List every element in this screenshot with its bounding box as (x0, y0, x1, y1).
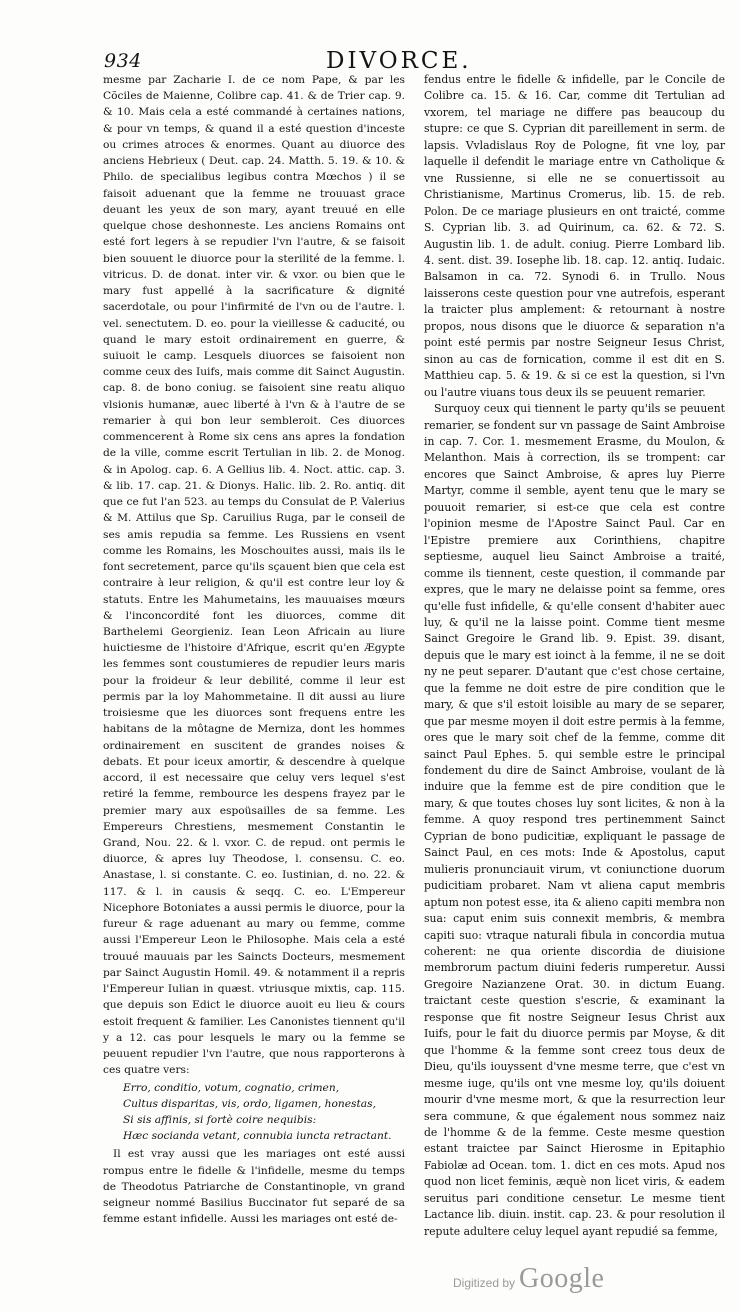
verse-line: Hæc socianda vetant, connubia iuncta retractant. (123, 1129, 392, 1143)
verse-block (123, 1080, 405, 1145)
page-number: 934 (104, 50, 142, 72)
paragraph: Il est vray aussi que les mariages ont esté aussi rompus entre le fidelle & l'infidelle, mesme du temps de Theodotus Patriarche de Constantinople, vn grand seigneur nommé Basilius Buccinator fut separé de sa femme estant infidelle. Aussi les mariages ont esté de- (103, 1147, 405, 1226)
paragraph: fendus entre le fidelle & infidelle, par le Concile de Colibre ca. 15. & 16. Car, comme dit Tertulian ad vxorem, tel mariage ne differe pas beaucoup du stupre: ce que S. Cyprian dit pareillement in serm. de lapsis. Vvladislaus Roy de Pologne, fit vne loy, par laquelle il defendit le mariage entre vn Catholique & vne Russienne, si elle ne se conuertissoit au Christianisme, Martinus Cromerus, lib. 15. de reb. Polon. De ce mariage plusieurs en ont traicté, comme S. Cyprian lib. 3. ad Quirinum, ca. 62. & 72. S. Augustin lib. 1. de adult. coniug. Pierre Lombard lib. 4. sent. dist. 39. Iosephe lib. 18. cap. 12. antiq. Iudaic. Balsamon in ca. 72. Synodi 6. in Trullo. Nous laisserons ceste question pour vne autrefois, esperant la traicter plus amplement: & retournant à nostre propos, nous disons que le diuorce & separation n'a point esté permis par nostre Seigneur Iesus Christ, sinon au cas de fornication, comme il est dit en S. Matthieu cap. 5. & 19. & si ce est la question, si l'vn ou l'autre viuans tous deux ils se peuuent remarier. (424, 73, 725, 399)
left-column (103, 72, 405, 1228)
verse-line: Si sis affinis, si fortè coire nequibis: (123, 1113, 317, 1126)
paragraph: Surquoy ceux qui tiennent le party qu'ils se peuuent remarier, se fondent sur vn passage de Saint Ambroise in cap. 7. Cor. 1. mesmement Erasme, du Moulon, & Melanthon. Mais à correction, ils se trompent: car encores que Sainct Ambroise, & apres luy Pierre Martyr, comme il semble, ayent tenu que le mary se pouuoit remarier, si est-ce que cela est contre l'opinion mesme de l'Apostre Sainct Paul. Car en l'Epistre premiere aux Corinthiens, chapitre septiesme, auquel lieu Sainct Ambroise a traité, comme ils tiennent, ceste question, il commande par expres, que le mary ne delaisse point sa femme, ores qu'elle fust infidelle, & qu'elle consent d'habiter auec luy, & qu'il ne la laisse point. Comme tient mesme Sainct Gregoire le Grand lib. 9. Epist. 39. disant, depuis que le mary est ioinct à la femme, il ne se doit ny ne peut separer. D'autant que c'est chose certaine, que la femme ne doit estre de pire condition que le mary, & que s'il estoit loisible au mary de se separer, que par mesme moyen il doit estre permis à la femme, ores que le mary soit chef de la femme, comme dit sainct Paul Ephes. 5. qui semble estre le principal fondement du dire de Sainct Ambroise, voulant de là induire que la femme est de pire condition que le mary, & que toutes choses luy sont licites, & non à la femme. A quoy respond tres pertinemment Sainct Cyprian de bono pudicitiæ, expliquant le passage de Sainct Paul, en ces mots: Inde & Apostolus, caput mulieris pronunciauit virum, vt coniunctione duorum pudicitiam probaret. Nam vt aliena caput membris aptum non potest esse, ita & alieno capiti membra non sua: caput enim suis connexit membris, & membra capiti suo: vtraque naturali fibula in concordia mutua coherent: ne qua oriente discordia de diuisione membrorum pactum diuini federis rumperetur. Aussi Gregoire Nazianzene Orat. 30. in dictum Euang. traictant ceste question s'escrie, & examinant la response que fit nostre Seigneur Iesus Christ aux Iuifs, pour le fait du diuorce permis par Moyse, & dit que l'homme & la femme sont creez tous deux de Dieu, qu'ils iouyssent d'vne mesme terre, que c'est vn mesme iuge, qu'ils ont vne mesme loy, qu'ils doiuent mourir d'vne mesme mort, & que la resurrection leur sera commune, & que également nous sommez naiz de l'homme & de la femme. Ceste mesme question estant traictee par Sainct Hierosme in Epitaphio Fabiolæ ad Ocean. tom. 1. dict en ces mots. Apud nos quod non licet feminis, æquè non licet viris, & eadem seruitus pari conditione censetur. Le mesme tient Lactance lib. diuin. instit. cap. 23. & pour resolution il repute adultere celuy lequel ayant repudié sa femme, (424, 402, 725, 1238)
watermark-prefix: Digitized by (453, 1276, 516, 1290)
google-watermark (453, 1263, 604, 1295)
verse-line: Erro, conditio, votum, cognatio, crimen, (123, 1080, 340, 1094)
paragraph: mesme par Zacharie I. de ce nom Pape, & par les Cõciles de Maienne, Colibre cap. 41. & de Trier cap. 9. & 10. Mais cela a esté commandé à certaines nations, & pour vn temps, & quand il a esté question d'inceste ou crimes atroces & enormes. Quant au diuorce des anciens Hebrieux ( Deut. cap. 24. Matth. 5. 19. & 10. & Philo. de specialibus legibus contra Mœchos ) il se faisoit aduenant que la femme ne trouuast grace deuant les yeux de son mary, ayant treuué en elle quelque chose deshonneste. Les anciens Romains ont esté fort legers à se repudier l'vn l'autre, & se faisoit bien souuent le diuorce pour la sterilité de la femme. l. vitricus. D. de donat. inter vir. & vxor. ou bien que le mary fust appellé à la sacrificature & dignité sacerdotale, ou pour l'infirmité de l'vn ou de l'autre. l. vel. senectutem. D. eo. pour la vieillesse & caducité, ou quand le mary estoit ordinairement en guerre, & suiuoit le camp. Lesquels diuorces se faisoient non comme ceux des Iuifs, mais comme dit Sainct Augustin. cap. 8. de bono coniug. se faisoient sine reatu aliquo vlsionis humanæ, auec liberté à l'vn & à l'autre de se remarier à qui bon leur sembleroit. Ces diuorces commencerent à Rome six cens ans apres la fondation de la ville, comme escrit Tertulian in lib. 2. de Monog. & in Apolog. cap. 6. A Gellius lib. 4. Noct. attic. cap. 3. & lib. 17. cap. 21. & Dionys. Halic. lib. 2. Ro. antiq. dit que ce fut l'an 523. au temps du Consulat de P. Valerius & M. Attilus que Sp. Caruilius Ruga, par le conseil de ses amis repudia sa femme. Les Russiens en vsent comme les Romains, les Moschouites aussi, mais ils le font secretement, parce qu'ils sçauent bien que cela est contraire à leur religion, & qu'il est contre leur loy & statuts. Entre les Mahumetains, les mauuaises mœurs & l'inconcordité font les diuorces, comme dit Barthelemi Georgieniz. Iean Leon Africain au liure huictiesme de l'histoire d'Afrique, escrit qu'en Ægypte les femmes sont coustumieres de repudier leurs maris pour la froideur & leur debilité, comme il leur est permis par la loy Mahommetaine. Il dit aussi au liure troisiesme que les diuorces sont frequens entre les habitans de la môtagne de Merniza, dont les hommes ordinairement en suscitent de grandes noises & debats. Et pour iceux amortir, & descendre à quelque accord, il est necessaire que celuy vers lequel s'est retiré la femme, rembource les despens frayez par le premier mary aux espoüsailles de sa femme. Les Empereurs Chrestiens, mesmement Constantin le Grand, Nou. 22. & l. vxor. C. de repud. ont permis le diuorce, & apres luy Theodose, l. consensu. C. eo. Anastase, l. si constante. C. eo. Iustinian, d. no. 22. & 117. & l. in causis & seqq. C. eo. L'Empereur Nicephore Botoniates a aussi permis le diuorce, pour la fureur & rage aduenant au mary ou femme, comme aussi l'Empereur Leon le Philosophe. Mais cela a esté trouué mauuais par les Saincts Docteurs, mesmement par Sainct Augustin Homil. 49. & notamment il a repris l'Empereur Iulian in quæst. vtriusque mixtis, cap. 115. que depuis son Edict le diuorce auoit eu lieu & cours estoit frequent & familier. Les Canonistes tiennent qu'il y a 12. cas pour lesquels le mary ou la femme se peuuent repudier l'vn l'autre, que nous rapporterons à ces quatre vers: (103, 73, 405, 1077)
verse-line: Cultus disparitas, vis, ordo, ligamen, honestas, (123, 1096, 376, 1110)
google-logo: Google (519, 1263, 605, 1294)
running-head: DIVORCE. (326, 48, 472, 74)
right-column (424, 72, 725, 1240)
